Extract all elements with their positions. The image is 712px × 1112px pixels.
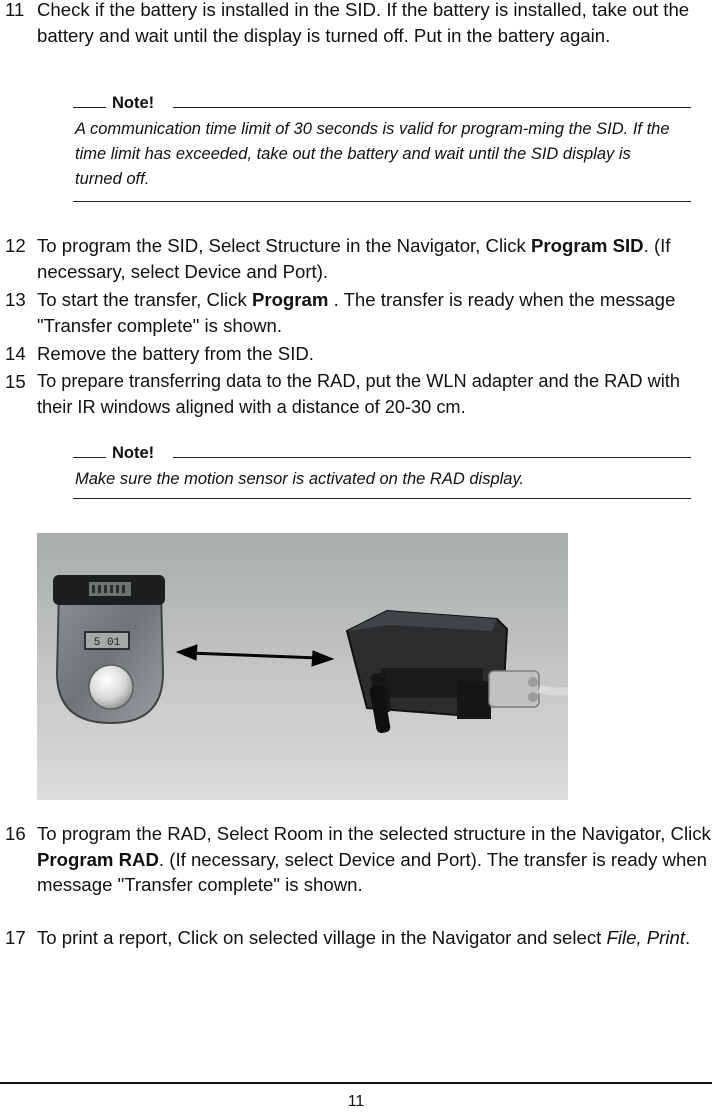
program-label: Program: [251, 289, 329, 310]
step-number: 16: [5, 823, 26, 844]
step-text: To program the SID, Select Structure in the Navigator, Click Program SID. (If necessary, select Device and Port).: [37, 235, 671, 282]
program-sid-label: Program SID: [530, 235, 644, 256]
note-rule-right: [173, 457, 691, 458]
program-rad-label: Program RAD: [37, 848, 159, 870]
note-rule-bottom: [73, 498, 691, 499]
note-text: A communication time limit of 30 seconds is valid for program-ming the SID. If the time limit has exceeded, take out the battery and wait until the SID display is turned off.: [75, 120, 670, 188]
step-number: 14: [5, 343, 26, 364]
note-box: [73, 93, 691, 203]
step-text: Remove the battery from the SID.: [37, 343, 314, 364]
note-text: Make sure the motion sensor is activated on the RAD display.: [75, 470, 525, 488]
note-rule-bottom: [73, 201, 691, 202]
file-print-label: File, Print: [606, 927, 686, 948]
note-rule-left: [73, 107, 106, 108]
step-text: To print a report, Click on selected village in the Navigator and select File, Print.: [37, 927, 691, 948]
sid-device: [53, 575, 165, 723]
page-number: 11: [347, 1093, 365, 1110]
step-number: 13: [5, 289, 26, 310]
sid-display-text: 5 01: [93, 637, 121, 649]
step-number: 11: [5, 0, 25, 20]
note-title: Note!: [112, 444, 155, 462]
note-rule-left: [73, 457, 106, 458]
note-box: [73, 443, 691, 501]
footer-rule: [0, 1082, 712, 1084]
step-text: To program the RAD, Select Room in the selected structure in the Navigator, Click Program RAD. (If necessary, select Device and Port). The transfer is ready when message "Transfer complete" is shown.: [37, 823, 711, 896]
note-title: Note!: [112, 94, 155, 112]
sid-rad-photo: [37, 533, 568, 800]
step-text: Check if the battery is installed in the SID. If the battery is installed, take out the battery and wait until the display is turned off. Put in the battery again.: [37, 0, 690, 46]
step-number: 12: [5, 235, 26, 256]
step-number: 17: [5, 927, 26, 948]
note-rule-right: [173, 107, 691, 108]
step-number: 15: [5, 371, 26, 392]
step-text: To prepare transferring data to the RAD, put the WLN adapter and the RAD with their IR windows aligned with a distance of 20-30 cm.: [37, 371, 680, 417]
step-text: To start the transfer, Click Program . The transfer is ready when the message "Transfer complete" is shown.: [37, 289, 676, 336]
